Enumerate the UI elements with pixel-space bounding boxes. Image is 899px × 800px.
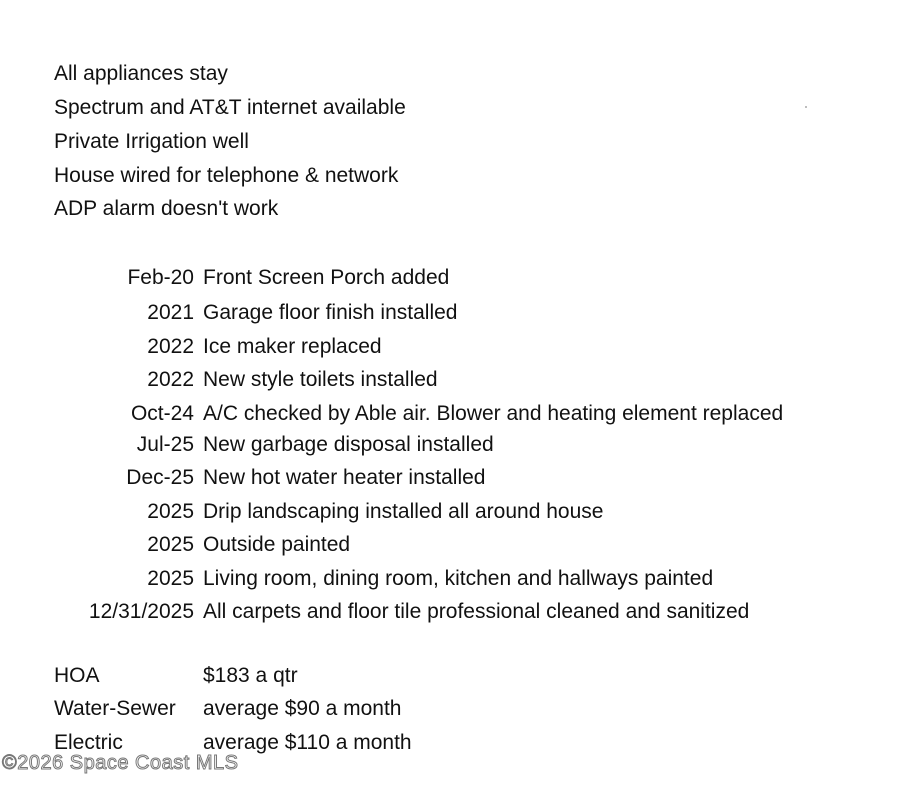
log-description: Living room, dining room, kitchen and hallways painted (203, 567, 714, 590)
log-description: All carpets and floor tile professional cleaned and sanitized (203, 600, 750, 623)
log-row (0, 567, 899, 591)
log-description: Drip landscaping installed all around house (203, 500, 604, 523)
cost-row (0, 697, 899, 721)
log-date: 2022 (147, 368, 194, 391)
log-row (0, 402, 899, 426)
log-row (0, 533, 899, 557)
log-date: 2025 (147, 567, 194, 590)
cost-row (0, 664, 899, 688)
log-row (0, 433, 899, 457)
log-date: Oct-24 (130, 402, 194, 425)
cost-value: average $90 a month (203, 697, 402, 720)
log-row (0, 466, 899, 490)
log-date: Feb-20 (127, 266, 194, 289)
cost-label: Electric (54, 731, 123, 754)
log-date: 2021 (147, 301, 194, 324)
feature-item: House wired for telephone & network (54, 164, 399, 187)
log-description: New hot water heater installed (203, 466, 486, 489)
log-row (0, 600, 899, 624)
log-description: Front Screen Porch added (203, 266, 450, 289)
feature-item: Private Irrigation well (54, 130, 249, 153)
log-description: A/C checked by Able air. Blower and heating element replaced (203, 402, 784, 425)
log-date: Jul-25 (136, 433, 194, 456)
copyright-watermark: ©2026 Space Coast MLS (2, 752, 239, 774)
log-description: Outside painted (203, 533, 351, 556)
log-row (0, 500, 899, 524)
feature-item: All appliances stay (54, 62, 228, 85)
log-description: New style toilets installed (203, 368, 438, 391)
log-date: 2025 (147, 500, 194, 523)
log-description: New garbage disposal installed (203, 433, 494, 456)
log-date: Dec-25 (126, 466, 194, 489)
log-description: Ice maker replaced (203, 335, 382, 358)
log-date: 12/31/2025 (88, 600, 194, 623)
cost-value: $183 a qtr (203, 664, 298, 687)
log-row (0, 335, 899, 359)
feature-item: Spectrum and AT&T internet available (54, 96, 406, 119)
feature-item: ADP alarm doesn't work (54, 197, 279, 220)
log-row (0, 368, 899, 392)
cost-label: HOA (54, 664, 100, 687)
scan-speck (805, 106, 807, 108)
cost-value: average $110 a month (203, 731, 412, 754)
cost-label: Water-Sewer (54, 697, 176, 720)
log-row (0, 301, 899, 325)
log-description: Garage floor finish installed (203, 301, 458, 324)
log-row (0, 266, 899, 290)
log-date: 2022 (147, 335, 194, 358)
log-date: 2025 (147, 533, 194, 556)
